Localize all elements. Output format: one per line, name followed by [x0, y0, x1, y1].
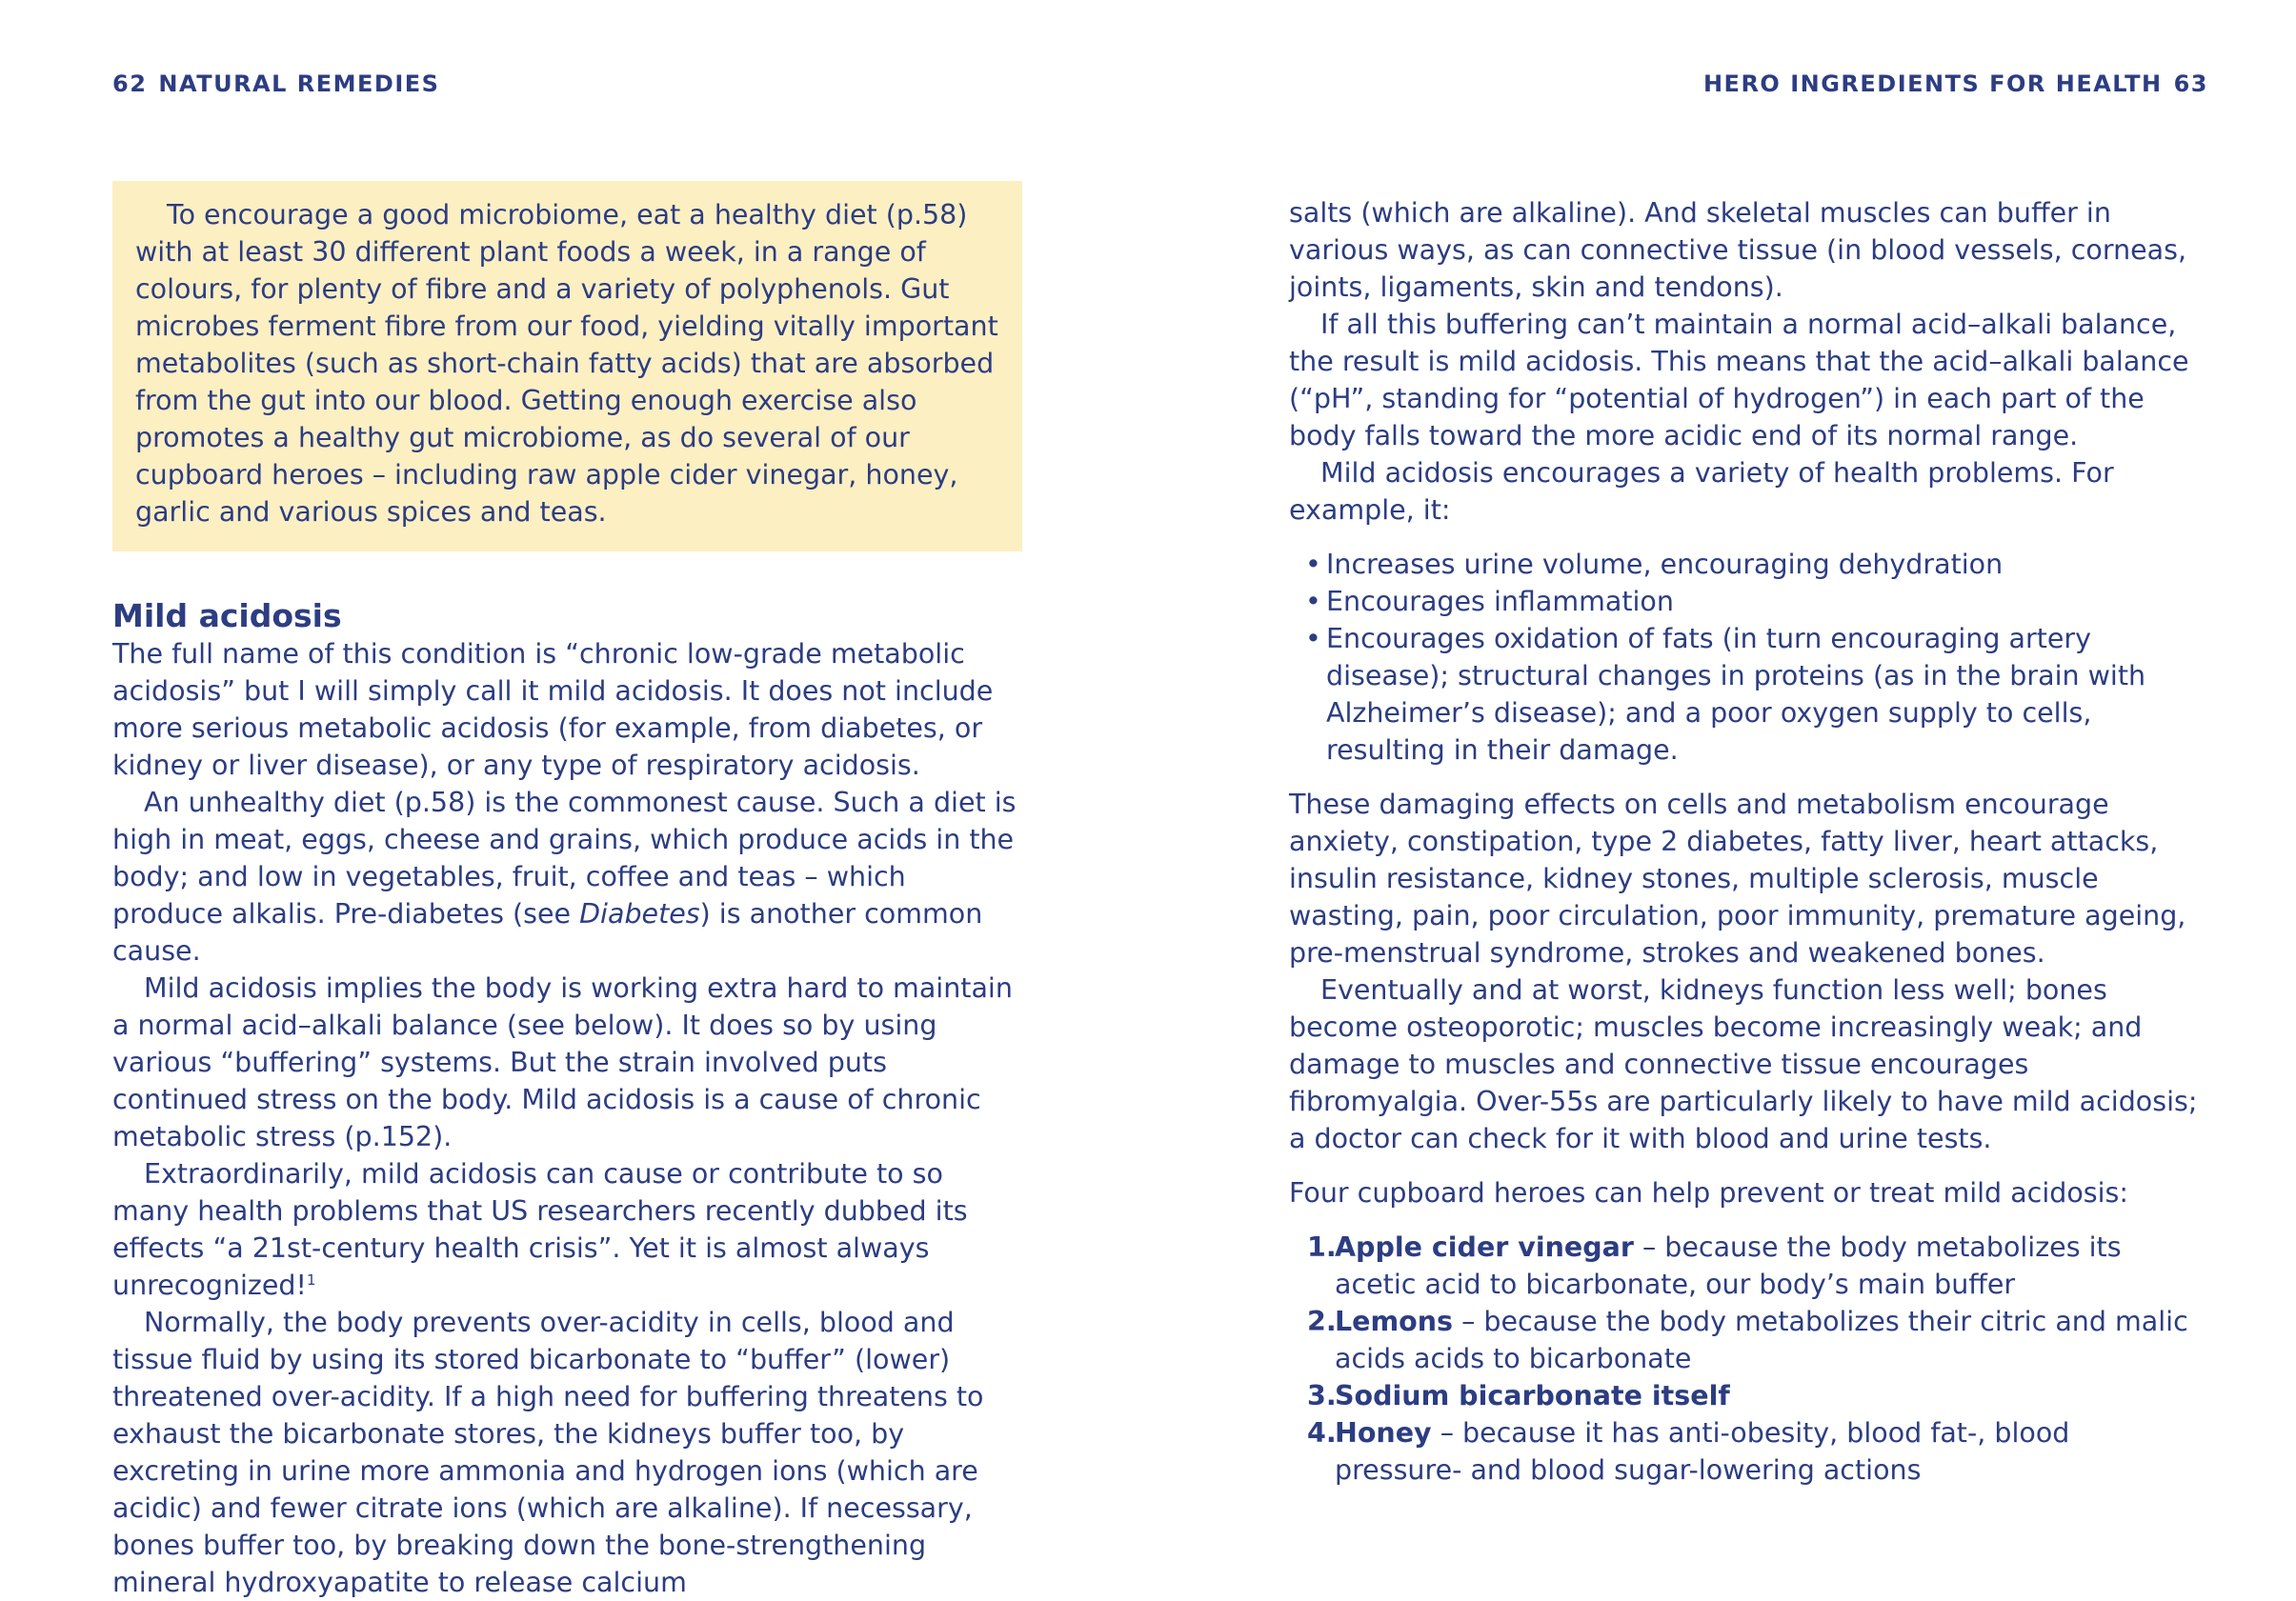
hero-number: 2.	[1307, 1306, 1337, 1337]
hero-number: 1.	[1307, 1231, 1337, 1263]
hero-name: Honey	[1335, 1417, 1432, 1449]
right-page-column	[1289, 194, 2204, 1489]
hero-item	[1289, 1414, 2204, 1489]
hero-item	[1289, 1303, 2204, 1377]
left-page-number: 62	[112, 70, 148, 97]
body-paragraph	[112, 635, 1022, 784]
text-run: An unhealthy diet (p.58) is the commonest cause. Such a diet is high in meat, eggs, cheese and grains, which produce acids in the body; and low in vegetables, fruit, coffee and teas – which produce alkalis. Pre-diabetes (see	[112, 787, 1017, 930]
text-run: Normally, the body prevents over-acidity in cells, blood and tissue fluid by using its stored bicarbonate to “buffer” (lower) threatened over-acidity. If a high need for buffering threatens to exhaust the bicarbonate stores, the kidneys buffer too, by excreting in urine more ammonia and hydrogen ions (which are acidic) and fewer citrate ions (which are alkaline). If necessary, bones buffer too, by breaking down the bone-strengthening mineral hydroxyapatite to release calcium	[112, 1307, 984, 1598]
text-run: Mild acidosis implies the body is working extra hard to maintain a normal acid–alkali balance (see below). It does so by using various “buffering” systems. But the strain involved puts continued stress on the body. Mild acidosis is a cause of chronic metabolic stress (p.152).	[112, 972, 1013, 1152]
bullet-item: • Increases urine volume, encouraging dehydration	[1289, 546, 2204, 583]
hero-item	[1289, 1229, 2204, 1303]
text-run: The full name of this condition is “chronic low-grade metabolic acidosis” but I will simply call it mild acidosis. It does not include more serious metabolic acidosis (for example, from diabetes, or kidney or liver disease), or any type of respiratory acidosis.	[112, 638, 994, 781]
cupboard-heroes-list	[1289, 1229, 2204, 1489]
text-run: ) is another common cause.	[112, 898, 983, 967]
hero-description: – because the body metabolizes their citric and malic acids acids to bicarbonate	[1335, 1306, 2188, 1374]
heroes-intro: Four cupboard heroes can help prevent or treat mild acidosis:	[1289, 1177, 2128, 1209]
body-paragraph: salts (which are alkaline). And skeletal muscles can buffer in various ways, as can connective tissue (in blood vessels, corneas, joints, ligaments, skin and tendons).	[1289, 197, 2187, 303]
body-paragraph	[112, 1304, 1022, 1601]
hero-description: – because it has anti-obesity, blood fat-, blood pressure- and blood sugar-lowering actions	[1335, 1417, 2070, 1486]
bullet-item: • Encourages oxidation of fats (in turn encouraging artery disease); structural changes in proteins (as in the brain with Alzheimer’s disease); and a poor oxygen supply to cells, resulting in their damage.	[1289, 620, 2204, 769]
body-paragraph	[112, 784, 1022, 970]
bullet-item: • Encourages inflammation	[1289, 583, 2204, 620]
left-running-header	[112, 70, 439, 97]
body-paragraph	[112, 1155, 1022, 1304]
text-run: Extraordinarily, mild acidosis can cause or contribute to so many health problems that US researchers recently dubbed its effects “a 21st-century health crisis”. Yet it is almost always unrecognized!	[112, 1158, 968, 1301]
italic-reference: Diabetes	[579, 898, 700, 930]
left-header-title: NATURAL REMEDIES	[158, 70, 440, 97]
microbiome-callout-box	[112, 181, 1022, 551]
right-running-header	[1703, 70, 2208, 97]
footnote-marker: 1	[306, 1271, 316, 1289]
callout-text: To encourage a good microbiome, eat a healthy diet (p.58) with at least 30 different plant foods a week, in a range of colours, for plenty of fibre and a variety of polyphenols. Gut microbes ferment fibre from our food, yielding vitally important metabolites (such as short-chain fatty acids) that are absorbed from the gut into our blood. Getting enough exercise also promotes a healthy gut microbiome, as do several of our cupboard heroes – including raw apple cider vinegar, honey, garlic and various spices and teas.	[135, 199, 998, 528]
hero-item	[1289, 1377, 2204, 1414]
hero-number: 4.	[1307, 1417, 1337, 1449]
hero-name: Lemons	[1335, 1306, 1454, 1337]
hero-description: – because the body metabolizes its acetic acid to bicarbonate, our body’s main buffer	[1335, 1231, 2122, 1300]
hero-number: 3.	[1307, 1380, 1337, 1411]
body-paragraph: Mild acidosis encourages a variety of health problems. For example, it:	[1289, 457, 2114, 526]
hero-name: Apple cider vinegar	[1335, 1231, 1634, 1263]
right-page-number: 63	[2173, 70, 2208, 97]
body-paragraph: These damaging effects on cells and metabolism encourage anxiety, constipation, type 2 diabetes, fatty liver, heart attacks, insulin resistance, kidney stones, multiple sclerosis, muscle wasting, pain, poor circulation, poor immunity, premature ageing, pre-menstrual syndrome, strokes and weakened bones.	[1289, 789, 2186, 969]
body-paragraph	[112, 970, 1022, 1155]
body-paragraph: If all this buffering can’t maintain a normal acid–alkali balance, the result is mild acidosis. This means that the acid–alkali balance (“pH”, standing for “potential of hydrogen”) in each part of the body falls toward the more acidic end of its normal range.	[1289, 309, 2189, 451]
right-header-title: HERO INGREDIENTS FOR HEALTH	[1702, 70, 2163, 97]
effects-bullet-list	[1289, 546, 2204, 769]
body-paragraph: Eventually and at worst, kidneys function less well; bones become osteoporotic; muscles become increasingly weak; and damage to muscles and connective tissue encourages fibromyalgia. Over-55s are particularly likely to have mild acidosis; a doctor can check for it with blood and urine tests.	[1289, 974, 2198, 1154]
hero-name: Sodium bicarbonate itself	[1335, 1380, 1730, 1411]
left-page-column	[112, 181, 1022, 1601]
section-heading: Mild acidosis	[112, 597, 342, 634]
